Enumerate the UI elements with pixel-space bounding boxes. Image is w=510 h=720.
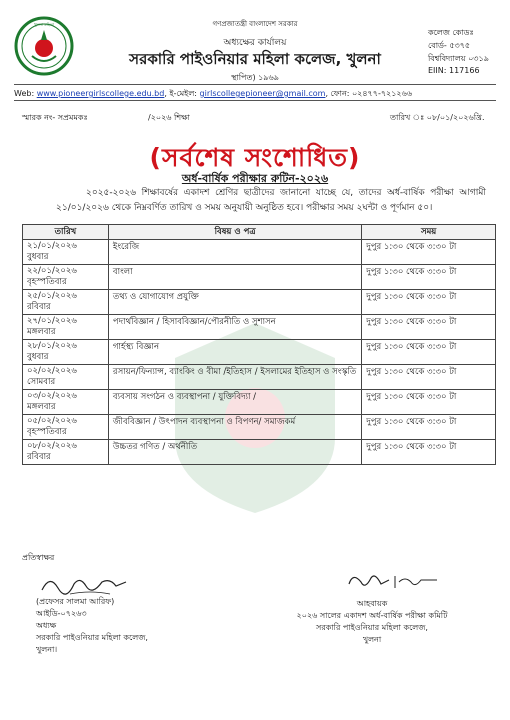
table-row <box>23 240 496 265</box>
subject-cell: জীববিজ্ঞান / উৎপাদন ব্যবস্থাপনা ও বিপণন/ সমাজকর্ম <box>108 415 361 440</box>
email-link[interactable]: girlscollegepioneer@gmail.com <box>199 89 326 98</box>
time-cell: দুপুর ১:৩০ থেকে ৩:৩০ টা <box>362 390 496 415</box>
college-code: কলেজ কোডঃ <box>428 28 474 37</box>
table-row <box>23 390 496 415</box>
memo-date: তারিখ ঃ ০৮/০১/২০২৬খ্রি. <box>390 113 485 122</box>
notice-body: ২০২৫-২০২৬ শিক্ষাবর্ষের একাদশ শ্রেণির ছাত্রীদের জানানো যাচ্ছে যে, তাদের অর্ধ-বার্ষিক পরীক্ষা আগামী ২১/০১/২০২৬ থেকে নিম্নবর্ণিত তারিখ ও সময় অনুযায়ী অনুষ্ঠিত হবে। পরীক্ষার সময় ২ঘন্টা ও পূর্ণমান ৫০। <box>56 188 486 213</box>
exam-routine-table <box>22 224 496 465</box>
principal-id: আইডি-০৭২৬৩ <box>36 609 87 618</box>
exam-date: ০৩/০২/২০২৬ <box>27 391 77 401</box>
convener-college: সরকারি পাইওনিয়ার মহিলা কলেজ, <box>316 623 428 632</box>
exam-date: ২৭/০১/২০২৬ <box>27 316 77 326</box>
subject-cell: পদার্থবিজ্ঞান / হিসাববিজ্ঞান/পৌরনীতি ও সুশাসন <box>108 315 361 340</box>
phone-text: ফোন: ০২৪৭৭-৭২১২৬৬ <box>330 89 413 98</box>
header-divider <box>14 84 496 85</box>
time-cell: দুপুর ১:৩০ থেকে ৩:৩০ টা <box>362 315 496 340</box>
date-cell <box>23 365 109 390</box>
web-label: Web: <box>14 89 37 98</box>
principal-name: (প্রফেসর সালমা আরিফ) <box>36 597 115 606</box>
principal-designation: অধ্যক্ষ <box>36 621 57 630</box>
convener-committee: ২০২৬ সালের একাদশ অর্ধ-বার্ষিক পরীক্ষা কমিটি <box>296 611 448 620</box>
subject-cell: ব্যবসায় সংগঠন ও ব্যবস্থাপনা / যুক্তিবিদ্যা / <box>108 390 361 415</box>
convener-city: খুলনা <box>362 635 382 644</box>
exam-date: ২৮/০১/২০২৬ <box>27 341 77 351</box>
exam-day: সোমবার <box>27 377 56 387</box>
header-date: তারিখ <box>23 225 109 240</box>
time-cell: দুপুর ১:৩০ থেকে ৩:৩০ টা <box>362 240 496 265</box>
board-code: বোর্ড- ৫৩৭৫ <box>428 41 471 50</box>
principal-block <box>36 596 148 656</box>
exam-day: মঙ্গলবার <box>27 402 56 412</box>
routine-subtitle: অর্ধ-বার্ষিক পরীক্ষার রুটিন-২০২৬ <box>181 172 329 185</box>
table-row <box>23 315 496 340</box>
convener-block <box>262 598 482 646</box>
email-label: ই-মেইল: <box>169 89 200 98</box>
subject-cell: বাংলা <box>108 265 361 290</box>
header-time: সময় <box>362 225 496 240</box>
govt-line: গণপ্রজাতন্ত্রী বাংলাদেশ সরকার <box>212 20 298 28</box>
time-cell: দুপুর ১:৩০ থেকে ৩:৩০ টা <box>362 365 496 390</box>
website-link[interactable]: www.pioneergirlscollege.edu.bd <box>36 89 165 98</box>
date-cell <box>23 290 109 315</box>
countersign-label: প্রতিস্বাক্ষর <box>22 553 55 562</box>
subject-cell: উচ্চতর গণিত / অর্থনীতি <box>108 440 361 465</box>
subject-cell: ইংরেজি <box>108 240 361 265</box>
svg-text:খুলনা মহিলা: খুলনা মহিলা <box>33 22 55 27</box>
exam-day: বুধবার <box>27 352 49 362</box>
university-code: বিশ্ববিদ্যালয় ০৩১৯ <box>428 54 489 63</box>
exam-day: বুধবার <box>27 252 49 262</box>
principal-signature <box>40 572 130 598</box>
table-row <box>23 290 496 315</box>
office-line: অধ্যক্ষের কার্যালয় <box>223 38 287 48</box>
principal-college: সরকারি পাইওনিয়ার মহিলা কলেজ, <box>36 633 148 642</box>
exam-date: ০৮/০২/২০২৬ <box>27 441 77 451</box>
exam-day: রবিবার <box>27 452 51 462</box>
exam-date: ২৫/০১/২০২৬ <box>27 291 77 301</box>
table-row <box>23 265 496 290</box>
memo-ref: স্মারক নং- সপ্রমমকঃ <box>22 113 88 122</box>
established-line: স্থাপিত) ১৯৬৯ <box>231 73 279 82</box>
exam-day: বৃহস্পতিবার <box>27 427 67 437</box>
exam-date: ২২/০১/২০২৬ <box>27 266 77 276</box>
header-subject: বিষয় ও পত্র <box>108 225 361 240</box>
subject-cell: রসায়ন/ফিন্যান্স, ব্যাংকিং ও বীমা /ইতিহাস / ইসলামের ইতিহাস ও সংস্কৃতি <box>108 365 361 390</box>
college-name: সরকারি পাইওনিয়ার মহিলা কলেজ, খুলনা <box>129 50 381 68</box>
table-row <box>23 440 496 465</box>
exam-date: ২১/০১/২০২৬ <box>27 241 77 251</box>
contact-divider <box>14 100 496 101</box>
exam-date: ০২/০২/২০২৬ <box>27 366 77 376</box>
contact-line: Web: www.pioneergirlscollege.edu.bd, ই-মেইল: girlscollegepioneer@gmail.com, ফোন: ০২৪৭৭-৭২১২৬৬ <box>14 89 413 98</box>
date-cell <box>23 440 109 465</box>
time-cell: দুপুর ১:৩০ থেকে ৩:৩০ টা <box>362 265 496 290</box>
convener-signature <box>345 568 445 594</box>
time-cell: দুপুর ১:৩০ থেকে ৩:৩০ টা <box>362 290 496 315</box>
memo-ref-year: /২০২৬ শিক্ষা <box>148 113 190 122</box>
eiin-code: EIIN: 117166 <box>428 66 480 75</box>
time-cell: দুপুর ১:৩০ থেকে ৩:৩০ টা <box>362 415 496 440</box>
date-cell <box>23 265 109 290</box>
revised-title: (সর্বশেষ সংশোধিত) <box>149 143 361 172</box>
exam-day: বৃহস্পতিবার <box>27 277 67 287</box>
subject-cell: গার্হস্থ্য বিজ্ঞান <box>108 340 361 365</box>
date-cell <box>23 315 109 340</box>
convener-title: আহবায়ক <box>356 599 388 608</box>
date-cell <box>23 390 109 415</box>
exam-date: ০৫/০২/২০২৬ <box>27 416 77 426</box>
exam-day: রবিবার <box>27 302 51 312</box>
principal-city: খুলনা। <box>36 645 58 654</box>
time-cell: দুপুর ১:৩০ থেকে ৩:৩০ টা <box>362 340 496 365</box>
time-cell: দুপুর ১:৩০ থেকে ৩:৩০ টা <box>362 440 496 465</box>
date-cell <box>23 415 109 440</box>
date-cell <box>23 340 109 365</box>
table-row <box>23 340 496 365</box>
college-logo <box>14 16 74 76</box>
table-row <box>23 365 496 390</box>
table-row <box>23 415 496 440</box>
table-header-row <box>23 225 496 240</box>
date-cell <box>23 240 109 265</box>
exam-day: মঙ্গলবার <box>27 327 56 337</box>
subject-cell: তথ্য ও যোগাযোগ প্রযুক্তি <box>108 290 361 315</box>
